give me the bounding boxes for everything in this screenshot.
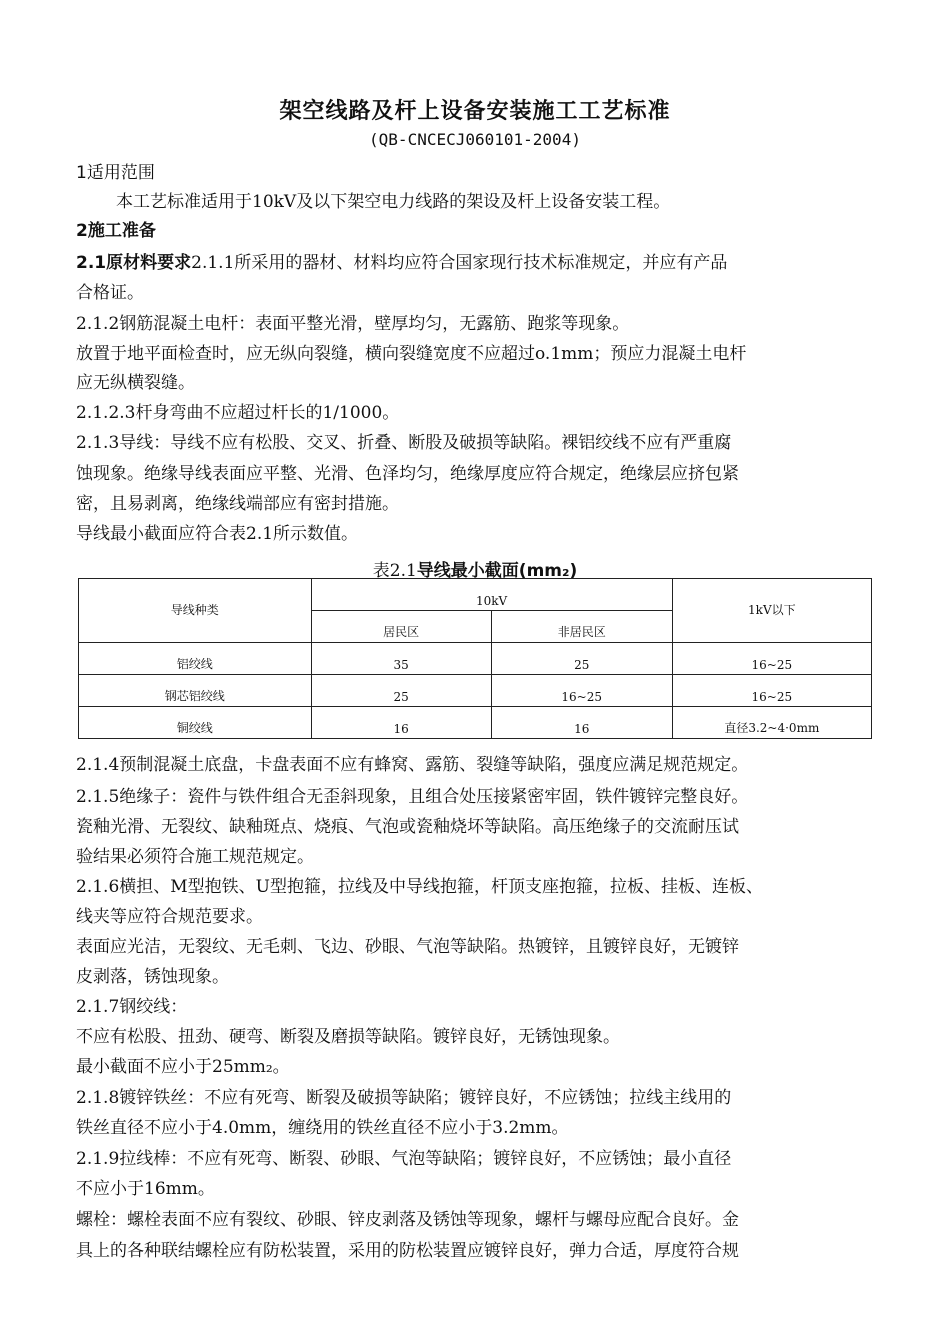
cell-type: 铜绞线 — [79, 707, 312, 739]
paragraph-2-1-6-line3: 表面应光洁，无裂纹、无毛刺、飞边、砂眼、气泡等缺陷。热镀锌，且镀锌良好，无镀锌 — [76, 937, 739, 957]
paragraph-2-1-9-line2: 不应小于16mm。 — [76, 1179, 215, 1199]
paragraph-2-1-8-line2: 铁丝直径不应小于4.0mm，缠绕用的铁丝直径不应小于3.2mm。 — [76, 1118, 569, 1138]
paragraph-2-1-2: 2.1.2钢筋混凝土电杆：表面平整光滑，壁厚均匀，无露筋、跑浆等现象。 — [76, 314, 630, 334]
paragraph-2-1-1-text: 2.1.1所采用的器材、材料均应符合国家现行技术标准规定，并应有产品 — [191, 253, 728, 273]
standard-code: (QB-CNCECJ060101-2004) — [369, 130, 581, 149]
document-title: 架空线路及杆上设备安装施工工艺标准 — [279, 99, 671, 124]
table-title: 导线最小截面(mm₂) — [416, 561, 578, 581]
cell-residential: 16 — [311, 707, 491, 739]
table-row — [79, 707, 872, 739]
paragraph-2-1-6: 2.1.6横担、M型抱铁、U型抱箍，拉线及中导线抱箍，杆顶支座抱箍，拉板、挂板、连板、 — [76, 877, 763, 897]
paragraph-2-1-2-3: 2.1.2.3杆身弯曲不应超过杆长的1/1000。 — [76, 403, 400, 423]
header-1kv-below: 1kV以下 — [672, 579, 871, 643]
header-10kv: 10kV — [311, 579, 672, 611]
header-non-residential: 非居民区 — [491, 611, 672, 643]
header-residential: 居民区 — [311, 611, 491, 643]
paragraph-2-1-4: 2.1.4预制混凝土底盘，卡盘表面不应有蜂窝、露筋、裂缝等缺陷，强度应满足规范规定。 — [76, 755, 749, 775]
paragraph-2-1-3-line2: 蚀现象。绝缘导线表面应平整、光滑、色泽均匀，绝缘厚度应符合规定，绝缘层应挤包紧 — [76, 464, 739, 484]
header-conductor-type: 导线种类 — [79, 579, 312, 643]
table-row — [79, 643, 872, 675]
paragraph-2-1-9: 2.1.9拉线棒：不应有死弯、断裂、砂眼、气泡等缺陷；镀锌良好，不应锈蚀；最小直径 — [76, 1149, 732, 1169]
paragraph-2-1-7-line3: 最小截面不应小于25mm₂。 — [76, 1057, 290, 1077]
cell-type: 钢芯铝绞线 — [79, 675, 312, 707]
paragraph-2-1-1-cont: 合格证。 — [76, 283, 144, 303]
paragraph-2-1-7-line2: 不应有松股、扭劲、硬弯、断裂及磨损等缺陷。镀锌良好，无锈蚀现象。 — [76, 1027, 620, 1047]
section-1-text: 本工艺标准适用于10kV及以下架空电力线路的架设及杆上设备安装工程。 — [116, 192, 671, 212]
paragraph-2-1-7: 2.1.7钢绞线： — [76, 997, 188, 1017]
cell-1kv-below: 直径3.2~4·0mm — [672, 707, 871, 739]
paragraph-2-1-8: 2.1.8镀锌铁丝：不应有死弯、断裂及破损等缺陷；镀锌良好，不应锈蚀；拉线主线用的 — [76, 1088, 732, 1108]
subsection-2-1-heading: 2.1原材料要求 — [76, 253, 192, 273]
cell-residential: 35 — [311, 643, 491, 675]
paragraph-2-1-5: 2.1.5绝缘子：瓷件与铁件组合无歪斜现象，且组合处压接紧密牢固，铁件镀锌完整良好。 — [76, 787, 749, 807]
paragraph-2-1-6-line4: 皮剥落，锈蚀现象。 — [76, 967, 229, 987]
paragraph-bolt-line2: 具上的各种联结螺栓应有防松装置，采用的防松装置应镀锌良好，弹力合适，厚度符合规 — [76, 1241, 739, 1261]
paragraph-2-1-6-line2: 线夹等应符合规范要求。 — [76, 907, 263, 927]
cell-type: 铝绞线 — [79, 643, 312, 675]
paragraph-2-1-2-line2: 放置于地平面检查时，应无纵向裂缝，横向裂缝宽度不应超过o.1mm；预应力混凝土电杆 — [76, 344, 747, 364]
cell-non-residential: 16 — [491, 707, 672, 739]
cell-1kv-below: 16~25 — [672, 643, 871, 675]
paragraph-2-1-5-line2: 瓷釉光滑、无裂纹、缺釉斑点、烧痕、气泡或瓷釉烧坏等缺陷。高压绝缘子的交流耐压试 — [76, 817, 739, 837]
table-row — [79, 675, 872, 707]
section-1-heading: 1适用范围 — [76, 163, 155, 183]
paragraph-2-1-3-line4: 导线最小截面应符合表2.1所示数值。 — [76, 524, 359, 544]
paragraph-2-1-5-line3: 验结果必须符合施工规范规定。 — [76, 847, 314, 867]
cell-non-residential: 16~25 — [491, 675, 672, 707]
paragraph-2-1-1 — [76, 252, 876, 274]
cell-1kv-below: 16~25 — [672, 675, 871, 707]
cell-residential: 25 — [311, 675, 491, 707]
paragraph-2-1-3: 2.1.3导线：导线不应有松股、交叉、折叠、断股及破损等缺陷。裸铝绞线不应有严重腐 — [76, 433, 732, 453]
paragraph-bolt: 螺栓：螺栓表面不应有裂纹、砂眼、锌皮剥落及锈蚀等现象，螺杆与螺母应配合良好。金 — [76, 1210, 739, 1230]
paragraph-2-1-3-line3: 密，且易剥离，绝缘线端部应有密封措施。 — [76, 494, 399, 514]
cell-non-residential: 25 — [491, 643, 672, 675]
section-2-heading: 2施工准备 — [76, 221, 156, 241]
table-number: 表2.1 — [372, 561, 417, 581]
paragraph-2-1-2-line3: 应无纵横裂缝。 — [76, 373, 195, 393]
conductor-min-section-table — [78, 578, 872, 739]
